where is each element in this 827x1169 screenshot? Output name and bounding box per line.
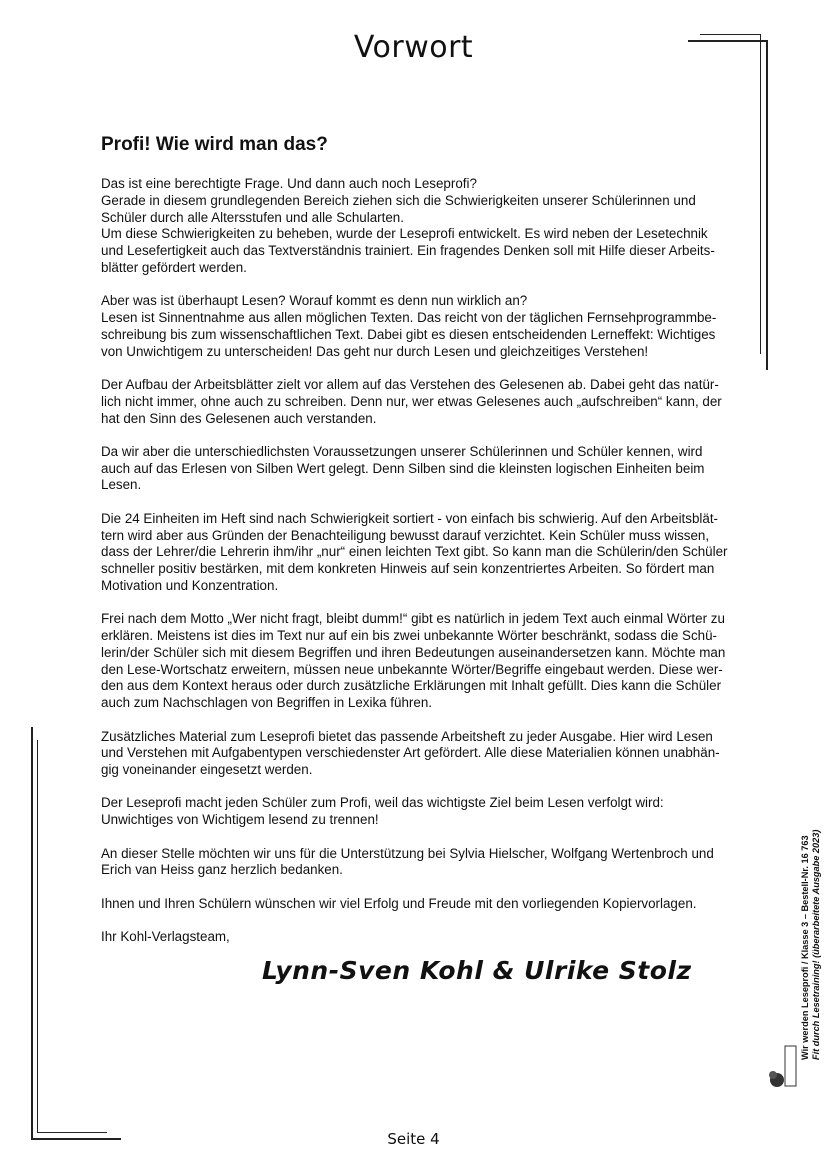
side-publication-info <box>800 830 822 1060</box>
text-line: Schüler durch alle Altersstufen und alle Schularten. <box>101 209 404 225</box>
text-line: lich nicht immer, ohne auch zu schreiben. Denn nur, wer etwas Gelesenes auch „aufschreiben“ kann, der <box>101 393 722 409</box>
text-line: Da wir aber die unterschiedlichsten Voraussetzungen unserer Schülerinnen und Schüler kennen, wird <box>101 443 703 459</box>
text-line: Ihnen und Ihren Schülern wünschen wir viel Erfolg und Freude mit den vorliegenden Kopiervorlagen. <box>101 895 697 911</box>
document-body <box>101 134 751 962</box>
text-line: Um diese Schwierigkeiten zu beheben, wurde der Leseprofi entwickelt. Es wird neben der Lesetechnik <box>101 226 708 242</box>
text-line: Erich van Heiss ganz herzlich bedanken. <box>101 862 343 878</box>
text-line: blätter gefördert werden. <box>101 259 247 275</box>
text-line: Der Aufbau der Arbeitsblätter zielt vor allem auf das Verstehen des Gelesenen ab. Dabei geht das natür- <box>101 376 719 392</box>
text-line: von Unwichtigem zu unterscheiden! Das geht nur durch Lesen und gleichzeitiges Verstehen! <box>101 343 649 359</box>
paragraph <box>101 846 751 880</box>
paragraph <box>101 293 751 360</box>
paragraph <box>101 511 751 595</box>
text-line: Motivation und Konzentration. <box>101 577 279 593</box>
frame-left-vertical-inner <box>37 740 38 1132</box>
text-line: und Verstehen mit Aufgabentypen verschiedenster Art gefördert. Alle diese Materialien können unabhän- <box>101 745 720 761</box>
text-line: Ihr Kohl-Verlagsteam, <box>101 928 230 944</box>
text-line: Unwichtiges von Wichtigem lesend zu trennen! <box>101 812 379 828</box>
text-line: schneller positiv bestärken, mit dem konkreten Hinweis auf sein konzentriertes Arbeiten. So fördert man <box>101 561 715 577</box>
text-line: schreibung bis zum wissenschaftlichen Text. Dabei gibt es diesen entscheidenden Lerneffekt: Wichtiges <box>101 326 716 342</box>
text-line: auch auf das Erlesen von Silben Wert gelegt. Denn Silben sind die kleinsten logischen Einheiten beim <box>101 460 705 476</box>
text-line: erklären. Meistens ist dies im Text nur auf ein bis zwei unbekannte Wörter beschränkt, sodass die Schü- <box>101 628 718 644</box>
text-line: Die 24 Einheiten im Heft sind nach Schwierigkeit sortiert - von einfach bis schwierig. Auf den Arbeitsblät- <box>101 510 719 526</box>
text-line: Lesen ist Sinnentnahme aus allen möglichen Texten. Das reicht von der täglichen Fernsehprogrammbe- <box>101 310 717 326</box>
text-line: Lesen. <box>101 477 142 493</box>
frame-left-vertical <box>31 727 33 1139</box>
paragraph <box>101 444 751 494</box>
paragraph <box>101 929 751 946</box>
text-line: Der Leseprofi macht jeden Schüler zum Profi, weil das wichtigste Ziel beim Lesen verfolgt wird: <box>101 795 664 811</box>
text-line: tern wird aber aus Gründen der Benachteiligung bewusst darauf verzichtet. Kein Schüler muss wissen, <box>101 527 710 543</box>
side-info-line-2: Fit durch Lesetraining! (überarbeitete Ausgabe 2023) <box>811 829 821 1060</box>
signature: Lynn-Sven Kohl & Ulrike Stolz <box>262 956 692 985</box>
text-line: An dieser Stelle möchten wir uns für die Unterstützung bei Sylvia Hielscher, Wolfgang Wertenbroch und <box>101 845 714 861</box>
paragraph <box>101 176 751 277</box>
text-line: Aber was ist überhaupt Lesen? Worauf kommt es denn nun wirklich an? <box>101 293 528 309</box>
text-line: und Lesefertigkeit auch das Textverständnis trainiert. Ein fragendes Denken soll mit Hilfe dieser Arbeits- <box>101 243 715 259</box>
kohl-verlag-logo <box>765 1020 801 1092</box>
text-line: Frei nach dem Motto „Wer nicht fragt, bleibt dumm!“ gibt es natürlich in jedem Text auch einmal Wörter zu <box>101 611 725 627</box>
text-line: Gerade in diesem grundlegenden Bereich ziehen sich die Schwierigkeiten unserer Schülerinnen und <box>101 192 696 208</box>
paragraph <box>101 611 751 712</box>
section-heading: Profi! Wie wird man das? <box>101 134 328 155</box>
paragraphs <box>101 176 751 946</box>
text-line: hat den Sinn des Gelesenen auch verstanden. <box>101 410 377 426</box>
paragraph <box>101 377 751 427</box>
frame-right-vertical <box>766 40 768 370</box>
side-info-line-1: Wir werden Leseprofi / Klasse 3 – Bestell-Nr. 16 763 <box>800 835 810 1060</box>
text-line: Zusätzliches Material zum Leseprofi bietet das passende Arbeitsheft zu jeder Ausgabe. Hier wird Lesen <box>101 728 713 744</box>
text-line: Das ist eine berechtigte Frage. Und dann auch noch Leseprofi? <box>101 176 477 191</box>
text-line: lerin/der Schüler sich mit diesem Begriffen und ihren Bedeutungen auseinandersetzen kann. Möchte man <box>101 644 726 660</box>
page-title: Vorwort <box>353 30 474 65</box>
text-line: den Lese-Wortschatz erweitern, müssen neue unbekannte Wörter/Begriffe eingebaut werden. Diese wer- <box>101 661 723 677</box>
text-line: den aus dem Kontext heraus oder durch zusätzliche Erklärungen mit Inhalt gefüllt. Dies kann die Schüler <box>101 678 722 694</box>
page-number: Seite 4 <box>387 1130 440 1148</box>
text-line: dass der Lehrer/die Lehrerin ihm/ihr „nur“ einen leichten Text gibt. So kann man die Schülerin/den Schüler <box>101 544 728 560</box>
text-line: gig voneinander eingesetzt werden. <box>101 762 313 778</box>
paragraph <box>101 896 751 913</box>
paragraph <box>101 729 751 779</box>
text-line: auch zum Nachschlagen von Begriffen in Lexika führen. <box>101 695 432 711</box>
frame-right-vertical-inner <box>760 34 761 354</box>
paragraph <box>101 795 751 829</box>
